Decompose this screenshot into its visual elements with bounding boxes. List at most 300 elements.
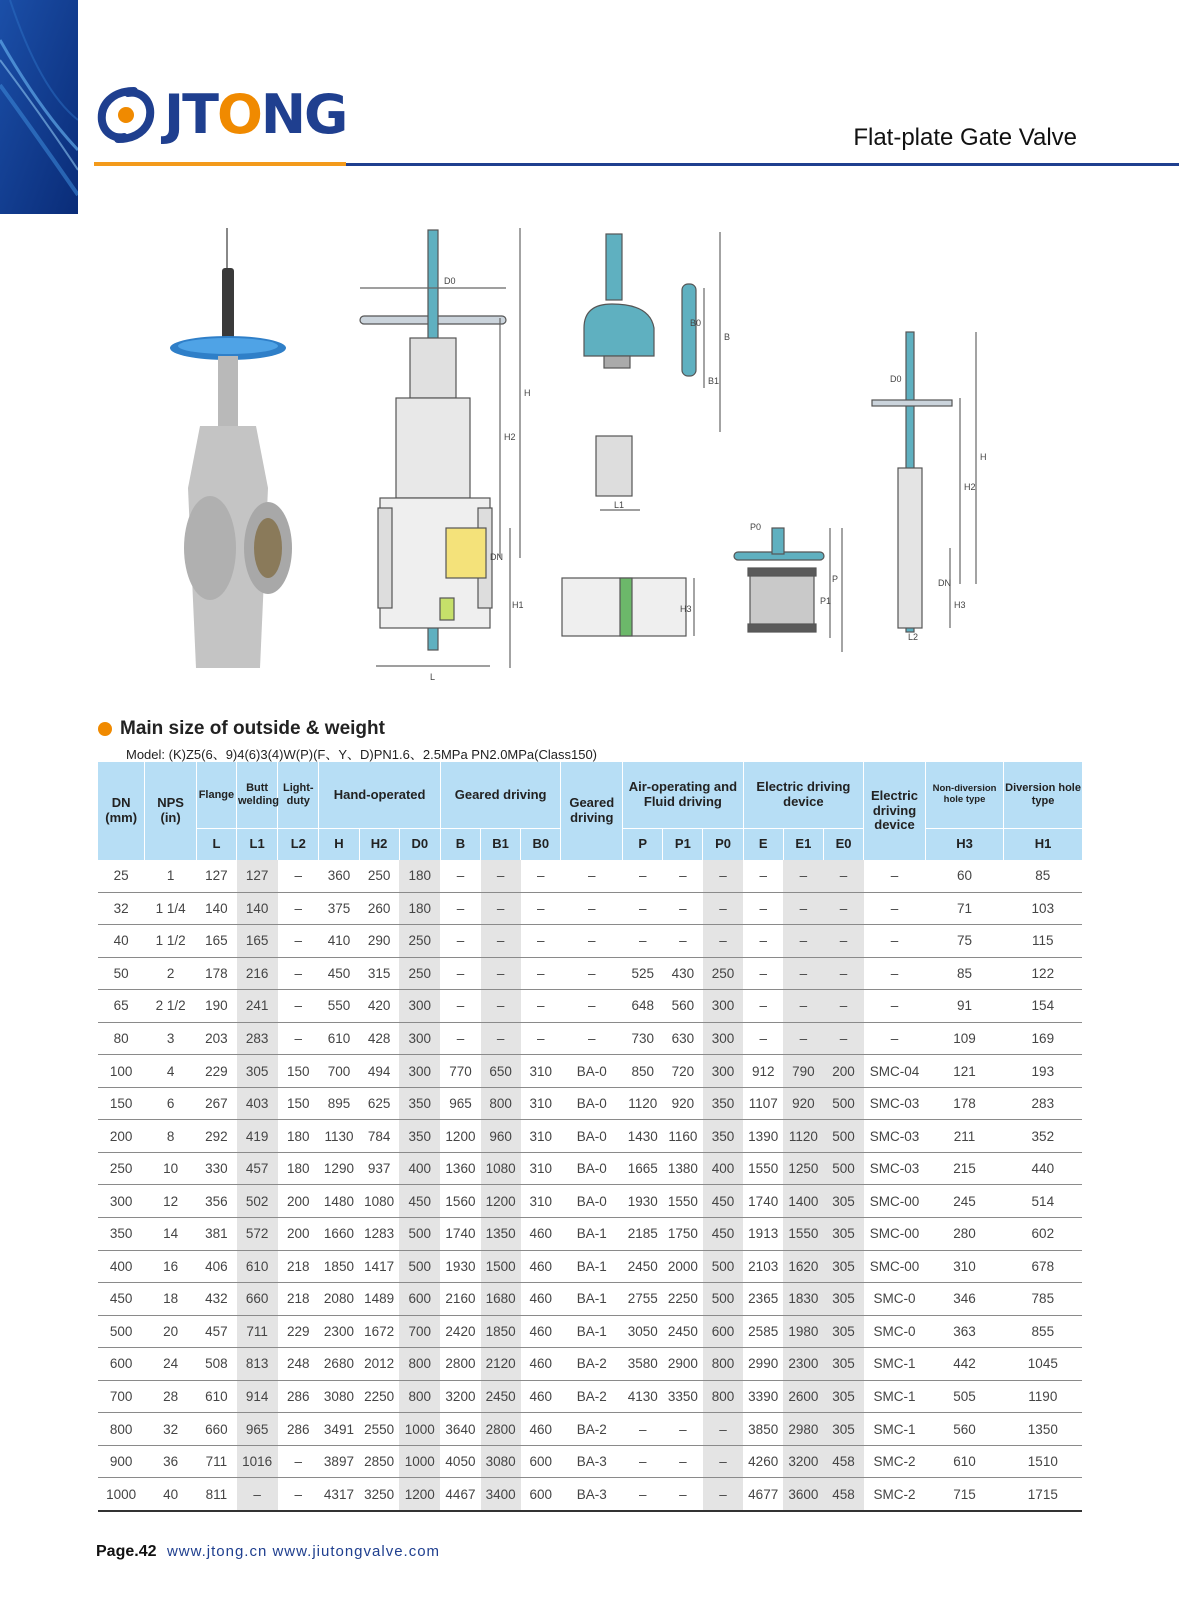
table-cell: 711: [196, 1445, 236, 1478]
table-cell: 458: [823, 1445, 863, 1478]
table-cell: 300: [703, 1022, 743, 1055]
table-cell: 458: [823, 1478, 863, 1511]
table-cell: 2420: [440, 1315, 480, 1348]
table-cell: 700: [98, 1380, 145, 1413]
table-cell: 720: [663, 1055, 703, 1088]
table-cell: 32: [98, 892, 145, 925]
table-cell: 300: [399, 1055, 440, 1088]
table-cell: –: [561, 957, 623, 990]
table-cell: 140: [237, 892, 278, 925]
table-cell: 610: [237, 1250, 278, 1283]
table-cell: 1480: [319, 1185, 359, 1218]
table-cell: 1672: [359, 1315, 399, 1348]
table-cell: –: [703, 860, 743, 892]
table-cell: 121: [925, 1055, 1003, 1088]
table-cell: –: [521, 925, 561, 958]
table-cell: 1360: [440, 1152, 480, 1185]
table-cell: –: [561, 892, 623, 925]
col-nps: NPS (in): [145, 762, 196, 860]
table-cell: 150: [98, 1087, 145, 1120]
table-cell: –: [623, 1413, 663, 1446]
table-cell: 250: [359, 860, 399, 892]
table-row: [98, 925, 1083, 958]
table-row: [98, 1348, 1083, 1381]
table-cell: 350: [98, 1218, 145, 1251]
table-cell: –: [823, 957, 863, 990]
model-line: Model: (K)Z5(6、9)4(6)3(4)W(P)(F、Y、D)PN1.6、2.5MPa PN2.0MPa(Class150): [126, 747, 598, 762]
table-cell: 855: [1004, 1315, 1082, 1348]
table-cell: –: [561, 1022, 623, 1055]
table-cell: 912: [743, 1055, 783, 1088]
table-cell: 450: [98, 1283, 145, 1316]
table-cell: 914: [237, 1380, 278, 1413]
table-cell: 40: [98, 925, 145, 958]
table-cell: –: [864, 957, 926, 990]
base-drawing: [562, 578, 694, 636]
footer-urls: www.jtong.cn www.jiutongvalve.com: [166, 1543, 441, 1560]
table-cell: 350: [703, 1087, 743, 1120]
table-cell: 2250: [359, 1380, 399, 1413]
table-cell: –: [703, 1445, 743, 1478]
table-cell: –: [743, 990, 783, 1023]
fig-label: L2: [908, 632, 919, 642]
table-cell: –: [783, 1022, 823, 1055]
table-cell: 346: [925, 1283, 1003, 1316]
table-cell: –: [481, 925, 521, 958]
table-cell: –: [783, 892, 823, 925]
table-cell: 10: [145, 1152, 196, 1185]
table-cell: 140: [196, 892, 236, 925]
table-cell: SMC-03: [864, 1087, 926, 1120]
table-cell: 178: [925, 1087, 1003, 1120]
table-cell: 1550: [663, 1185, 703, 1218]
table-cell: 1489: [359, 1283, 399, 1316]
table-cell: 18: [145, 1283, 196, 1316]
table-cell: 356: [196, 1185, 236, 1218]
table-cell: 50: [98, 957, 145, 990]
table-cell: –: [278, 990, 319, 1023]
table-cell: 350: [399, 1087, 440, 1120]
table-cell: 1200: [481, 1185, 521, 1218]
table-cell: 85: [925, 957, 1003, 990]
table-cell: 3: [145, 1022, 196, 1055]
table-cell: –: [703, 1413, 743, 1446]
table-cell: 178: [196, 957, 236, 990]
table-cell: 2980: [783, 1413, 823, 1446]
table-cell: 305: [823, 1283, 863, 1316]
table-cell: 1930: [623, 1185, 663, 1218]
table-cell: 150: [278, 1087, 319, 1120]
section-heading: [98, 718, 385, 740]
table-cell: 711: [237, 1315, 278, 1348]
table-cell: SMC-0: [864, 1283, 926, 1316]
table-header-row: [98, 762, 1083, 829]
table-cell: 3350: [663, 1380, 703, 1413]
table-cell: –: [864, 925, 926, 958]
table-cell: 850: [623, 1055, 663, 1088]
table-cell: –: [623, 1478, 663, 1511]
table-cell: 3580: [623, 1348, 663, 1381]
table-cell: 2012: [359, 1348, 399, 1381]
table-cell: 1283: [359, 1218, 399, 1251]
table-cell: 3400: [481, 1478, 521, 1511]
table-cell: SMC-0: [864, 1315, 926, 1348]
table-cell: 305: [237, 1055, 278, 1088]
table-cell: 305: [823, 1315, 863, 1348]
table-cell: 1 1/2: [145, 925, 196, 958]
fig-label: H3: [954, 600, 966, 610]
logo-text: JTONG: [164, 83, 347, 146]
table-cell: 1045: [1004, 1348, 1082, 1381]
table-cell: 103: [1004, 892, 1082, 925]
table-cell: 2900: [663, 1348, 703, 1381]
table-cell: BA-0: [561, 1152, 623, 1185]
table-cell: 1107: [743, 1087, 783, 1120]
table-cell: –: [481, 957, 521, 990]
table-cell: 1980: [783, 1315, 823, 1348]
table-cell: BA-3: [561, 1478, 623, 1511]
table-cell: 500: [399, 1250, 440, 1283]
table-cell: 2103: [743, 1250, 783, 1283]
col-hand-operated: Hand-operated: [319, 762, 441, 829]
table-cell: 800: [399, 1348, 440, 1381]
table-cell: 800: [703, 1348, 743, 1381]
table-cell: 127: [237, 860, 278, 892]
table-cell: 305: [823, 1380, 863, 1413]
table-row: [98, 1283, 1083, 1316]
sub-h3: H3: [925, 829, 1003, 861]
table-cell: 3200: [440, 1380, 480, 1413]
col-air-operating: Air-operating and Fluid driving: [623, 762, 743, 829]
table-cell: 700: [399, 1315, 440, 1348]
table-row: [98, 1055, 1083, 1088]
fig-label: P1: [820, 596, 832, 606]
table-cell: –: [481, 990, 521, 1023]
table-cell: 1550: [743, 1152, 783, 1185]
fig-label: L1: [614, 500, 625, 510]
table-cell: 800: [98, 1413, 145, 1446]
table-cell: –: [521, 957, 561, 990]
table-cell: 1000: [399, 1445, 440, 1478]
table-cell: 1660: [319, 1218, 359, 1251]
table-cell: 248: [278, 1348, 319, 1381]
table-cell: –: [440, 1022, 480, 1055]
table-cell: 1016: [237, 1445, 278, 1478]
light-duty-drawing: [872, 332, 976, 632]
table-cell: –: [561, 860, 623, 892]
valve-illustrations: [160, 228, 1010, 688]
table-cell: –: [823, 990, 863, 1023]
table-cell: 1250: [783, 1152, 823, 1185]
col-geared-driving: Geared driving: [440, 762, 560, 829]
table-cell: 600: [98, 1348, 145, 1381]
table-cell: 310: [521, 1152, 561, 1185]
table-cell: –: [703, 1478, 743, 1511]
table-cell: 784: [359, 1120, 399, 1153]
table-cell: 200: [98, 1120, 145, 1153]
table-cell: 2000: [663, 1250, 703, 1283]
table-cell: 71: [925, 892, 1003, 925]
sub-l2: L2: [278, 829, 319, 861]
table-cell: 602: [1004, 1218, 1082, 1251]
table-cell: 450: [703, 1185, 743, 1218]
table-cell: 4130: [623, 1380, 663, 1413]
table-cell: 442: [925, 1348, 1003, 1381]
table-cell: 700: [319, 1055, 359, 1088]
table-cell: 895: [319, 1087, 359, 1120]
table-cell: 115: [1004, 925, 1082, 958]
sub-p1: P1: [663, 829, 703, 861]
table-cell: 494: [359, 1055, 399, 1088]
table-cell: 80: [98, 1022, 145, 1055]
table-cell: 100: [98, 1055, 145, 1088]
table-cell: 2450: [623, 1250, 663, 1283]
table-cell: 16: [145, 1250, 196, 1283]
table-cell: 6: [145, 1087, 196, 1120]
table-cell: 600: [521, 1445, 561, 1478]
table-row: [98, 1478, 1083, 1511]
table-cell: 24: [145, 1348, 196, 1381]
table-cell: 3640: [440, 1413, 480, 1446]
table-cell: BA-2: [561, 1348, 623, 1381]
table-cell: 600: [399, 1283, 440, 1316]
table-cell: 286: [278, 1380, 319, 1413]
table-cell: –: [440, 957, 480, 990]
table-cell: 305: [823, 1250, 863, 1283]
table-row: [98, 892, 1083, 925]
table-cell: 310: [521, 1055, 561, 1088]
table-cell: 2160: [440, 1283, 480, 1316]
table-cell: 75: [925, 925, 1003, 958]
table-cell: 229: [196, 1055, 236, 1088]
table-row: [98, 1022, 1083, 1055]
table-cell: –: [278, 1445, 319, 1478]
table-cell: 1715: [1004, 1478, 1082, 1511]
table-cell: 1740: [440, 1218, 480, 1251]
table-cell: 660: [237, 1283, 278, 1316]
table-cell: 3250: [359, 1478, 399, 1511]
sub-d0: D0: [399, 829, 440, 861]
table-cell: 460: [521, 1315, 561, 1348]
table-row: [98, 1120, 1083, 1153]
table-cell: 500: [823, 1087, 863, 1120]
table-cell: –: [521, 892, 561, 925]
table-cell: –: [237, 1478, 278, 1511]
table-cell: 245: [925, 1185, 1003, 1218]
table-cell: –: [623, 1445, 663, 1478]
corner-decoration: [0, 0, 78, 214]
col-butt-welding: Butt welding: [237, 762, 278, 829]
table-cell: 20: [145, 1315, 196, 1348]
table-cell: 36: [145, 1445, 196, 1478]
table-cell: 457: [196, 1315, 236, 1348]
table-cell: 2: [145, 957, 196, 990]
table-cell: –: [663, 1478, 703, 1511]
table-cell: –: [481, 892, 521, 925]
table-cell: 300: [703, 1055, 743, 1088]
fig-label: P: [832, 574, 839, 584]
table-cell: 2365: [743, 1283, 783, 1316]
table-row: [98, 1250, 1083, 1283]
table-cell: 1665: [623, 1152, 663, 1185]
logo-mark-icon: [94, 83, 158, 147]
table-cell: 460: [521, 1250, 561, 1283]
table-cell: 1350: [481, 1218, 521, 1251]
table-cell: 216: [237, 957, 278, 990]
section-title: Main size of outside & weight: [120, 718, 385, 739]
table-cell: –: [783, 925, 823, 958]
gear-drawing: [584, 232, 720, 432]
table-cell: 450: [703, 1218, 743, 1251]
table-cell: –: [743, 860, 783, 892]
table-row: [98, 1413, 1083, 1446]
table-cell: 3050: [623, 1315, 663, 1348]
table-cell: 250: [98, 1152, 145, 1185]
table-cell: 1417: [359, 1250, 399, 1283]
table-cell: 500: [98, 1315, 145, 1348]
table-cell: 200: [278, 1185, 319, 1218]
table-cell: 500: [823, 1152, 863, 1185]
table-cell: 1120: [623, 1087, 663, 1120]
sub-e: E: [743, 829, 783, 861]
table-cell: 4467: [440, 1478, 480, 1511]
table-cell: –: [561, 990, 623, 1023]
table-cell: 965: [440, 1087, 480, 1120]
hand-operated-drawing: [360, 228, 520, 668]
table-cell: BA-1: [561, 1218, 623, 1251]
table-cell: 2 1/2: [145, 990, 196, 1023]
table-cell: –: [783, 990, 823, 1023]
fig-label: H1: [512, 600, 524, 610]
table-cell: 2680: [319, 1348, 359, 1381]
table-row: [98, 990, 1083, 1023]
table-cell: 109: [925, 1022, 1003, 1055]
fig-label: D0: [890, 374, 902, 384]
table-cell: 310: [925, 1250, 1003, 1283]
fig-label: B0: [690, 318, 702, 328]
table-row: [98, 1152, 1083, 1185]
table-cell: 310: [521, 1120, 561, 1153]
table-cell: SMC-1: [864, 1348, 926, 1381]
table-cell: 250: [399, 957, 440, 990]
table-cell: 785: [1004, 1283, 1082, 1316]
table-cell: 280: [925, 1218, 1003, 1251]
table-cell: 180: [278, 1120, 319, 1153]
table-cell: 770: [440, 1055, 480, 1088]
table-cell: 1130: [319, 1120, 359, 1153]
table-cell: –: [783, 860, 823, 892]
table-cell: 920: [663, 1087, 703, 1120]
table-cell: 1290: [319, 1152, 359, 1185]
table-cell: 2800: [481, 1413, 521, 1446]
table-cell: –: [440, 860, 480, 892]
table-cell: 2450: [663, 1315, 703, 1348]
table-cell: 310: [521, 1087, 561, 1120]
table-cell: 715: [925, 1478, 1003, 1511]
table-row: [98, 1218, 1083, 1251]
table-cell: 650: [481, 1055, 521, 1088]
table-cell: 1913: [743, 1218, 783, 1251]
table-cell: –: [864, 1022, 926, 1055]
table-cell: 122: [1004, 957, 1082, 990]
table-cell: 428: [359, 1022, 399, 1055]
table-body: [98, 860, 1083, 1511]
table-cell: 1 1/4: [145, 892, 196, 925]
table-cell: SMC-03: [864, 1120, 926, 1153]
col-dn: DN (mm): [98, 762, 145, 860]
table-cell: –: [823, 892, 863, 925]
fig-label: DN: [938, 578, 951, 588]
table-cell: –: [440, 990, 480, 1023]
table-cell: 12: [145, 1185, 196, 1218]
table-cell: 3390: [743, 1380, 783, 1413]
table-cell: 85: [1004, 860, 1082, 892]
table-cell: 500: [703, 1250, 743, 1283]
table-cell: –: [663, 892, 703, 925]
table-cell: 1510: [1004, 1445, 1082, 1478]
table-cell: 630: [663, 1022, 703, 1055]
table-cell: 419: [237, 1120, 278, 1153]
table-cell: 360: [319, 860, 359, 892]
table-cell: –: [823, 1022, 863, 1055]
sub-h: H: [319, 829, 359, 861]
table-cell: –: [663, 1413, 703, 1446]
table-cell: 500: [823, 1120, 863, 1153]
table-cell: 2550: [359, 1413, 399, 1446]
table-cell: 460: [521, 1348, 561, 1381]
table-cell: 286: [278, 1413, 319, 1446]
sub-p0: P0: [703, 829, 743, 861]
table-cell: 165: [237, 925, 278, 958]
table-cell: 14: [145, 1218, 196, 1251]
table-cell: 4317: [319, 1478, 359, 1511]
table-cell: 460: [521, 1413, 561, 1446]
table-cell: 1830: [783, 1283, 823, 1316]
sub-p: P: [623, 829, 663, 861]
fig-label: D0: [444, 276, 456, 286]
table-cell: 1430: [623, 1120, 663, 1153]
table-cell: 215: [925, 1152, 1003, 1185]
table-cell: 91: [925, 990, 1003, 1023]
size-table: [97, 762, 1082, 1512]
table-cell: –: [743, 1022, 783, 1055]
table-cell: 150: [278, 1055, 319, 1088]
table-cell: 203: [196, 1022, 236, 1055]
table-cell: 457: [237, 1152, 278, 1185]
table-cell: 218: [278, 1283, 319, 1316]
table-cell: 4050: [440, 1445, 480, 1478]
table-cell: SMC-00: [864, 1218, 926, 1251]
table-cell: 1080: [359, 1185, 399, 1218]
sub-h1: H1: [1004, 829, 1082, 861]
table-cell: 200: [823, 1055, 863, 1088]
table-cell: 400: [98, 1250, 145, 1283]
sub-l1: L1: [237, 829, 278, 861]
table-cell: 1160: [663, 1120, 703, 1153]
table-cell: 2300: [783, 1348, 823, 1381]
table-cell: 1930: [440, 1250, 480, 1283]
col-electric-device-model: Electric driving device: [864, 762, 926, 860]
table-cell: 1500: [481, 1250, 521, 1283]
table-cell: –: [864, 990, 926, 1023]
table-cell: –: [864, 860, 926, 892]
table-cell: –: [743, 957, 783, 990]
table-cell: –: [823, 925, 863, 958]
table-cell: 3080: [319, 1380, 359, 1413]
sub-b1: B1: [481, 829, 521, 861]
table-cell: 560: [925, 1413, 1003, 1446]
table-cell: 1: [145, 860, 196, 892]
